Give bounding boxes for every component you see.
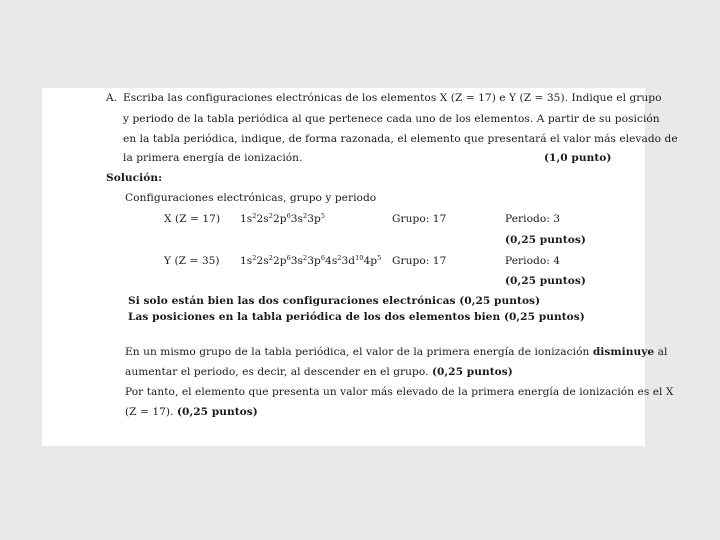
document-page bbox=[42, 88, 678, 446]
orbital: 4p bbox=[363, 255, 378, 267]
orbital: 4s bbox=[325, 255, 338, 267]
orbital: 2s bbox=[256, 213, 269, 225]
question-line-4: la primera energía de ionización. bbox=[123, 152, 303, 164]
orbital: 1s bbox=[240, 255, 253, 267]
element-x-group: Grupo: 17 bbox=[392, 213, 447, 225]
conclusion-text: (Z = 17). bbox=[125, 406, 174, 418]
element-y-label: Y (Z = 35) bbox=[164, 255, 220, 267]
orbital-electrons: 2 bbox=[252, 212, 257, 220]
question-marker: A. bbox=[106, 92, 118, 104]
ionization-points: (0,25 puntos) bbox=[431, 366, 513, 378]
element-x-label: X (Z = 17) bbox=[164, 213, 221, 225]
orbital: 3s bbox=[290, 255, 304, 267]
orbital-electrons: 6 bbox=[320, 254, 326, 262]
orbital: 3p bbox=[307, 213, 321, 225]
question-points: (1,0 punto) bbox=[544, 152, 612, 164]
orbital: 1s bbox=[240, 213, 253, 225]
orbital-electrons: 2 bbox=[337, 254, 342, 262]
orbital-electrons: 10 bbox=[355, 254, 364, 262]
note-positions: Las posiciones en la tabla periódica de los dos elementos bien (0,25 puntos) bbox=[128, 311, 585, 323]
element-y-group: Grupo: 17 bbox=[392, 255, 447, 267]
orbital-electrons: 2 bbox=[268, 212, 273, 220]
orbital: 3d bbox=[341, 255, 356, 267]
conclusion-line-1: Por tanto, el elemento que presenta un valor más elevado de la primera energía de ionización es el X bbox=[125, 386, 674, 398]
ionization-text-2: al bbox=[657, 346, 668, 358]
ionization-paragraph-line-2 bbox=[125, 366, 513, 379]
solution-subtitle: Configuraciones electrónicas, grupo y periodo bbox=[125, 192, 377, 204]
orbital-electrons: 2 bbox=[252, 254, 257, 262]
note-configurations: Si solo están bien las dos configuraciones electrónicas (0,25 puntos) bbox=[128, 295, 541, 307]
orbital-electrons: 2 bbox=[303, 212, 308, 220]
orbital: 2p bbox=[272, 255, 287, 267]
conclusion-line-2 bbox=[125, 406, 258, 419]
question-line-2: y periodo de la tabla periódica al que pertenece cada uno de los elementos. A partir de su posición bbox=[123, 113, 660, 125]
orbital: 2p bbox=[272, 213, 287, 225]
ionization-text-1: En un mismo grupo de la tabla periódica, el valor de la primera energía de ionización bbox=[125, 346, 590, 358]
orbital-electrons: 5 bbox=[320, 212, 326, 220]
element-x-points: (0,25 puntos) bbox=[505, 234, 586, 246]
orbital-electrons: 2 bbox=[268, 254, 273, 262]
orbital-electrons: 6 bbox=[286, 254, 291, 262]
element-y-period: Periodo: 4 bbox=[505, 255, 561, 267]
orbital-electrons: 2 bbox=[303, 254, 308, 262]
ionization-paragraph-line-1 bbox=[125, 346, 667, 359]
orbital: 2s bbox=[256, 255, 269, 267]
question-line-3: en la tabla periódica, indique, de forma razonada, el elemento que presentará el valor más elevado de bbox=[123, 133, 678, 145]
orbital: 3p bbox=[307, 255, 321, 267]
orbital-electrons: 5 bbox=[377, 254, 382, 262]
element-x-config bbox=[240, 213, 325, 226]
ionization-keyword: disminuye bbox=[592, 346, 655, 358]
element-y-points: (0,25 puntos) bbox=[505, 275, 586, 287]
ionization-text-3: aumentar el periodo, es decir, al descender en el grupo. bbox=[125, 366, 429, 378]
orbital: 3s bbox=[290, 213, 304, 225]
solution-title: Solución: bbox=[106, 172, 163, 184]
conclusion-points: (0,25 puntos) bbox=[176, 406, 258, 418]
element-y-config bbox=[240, 255, 381, 268]
orbital-electrons: 6 bbox=[286, 212, 291, 220]
element-x-period: Periodo: 3 bbox=[505, 213, 561, 225]
question-line-1: Escriba las configuraciones electrónicas de los elementos X (Z = 17) e Y (Z = 35). Indique el grupo bbox=[123, 92, 662, 104]
